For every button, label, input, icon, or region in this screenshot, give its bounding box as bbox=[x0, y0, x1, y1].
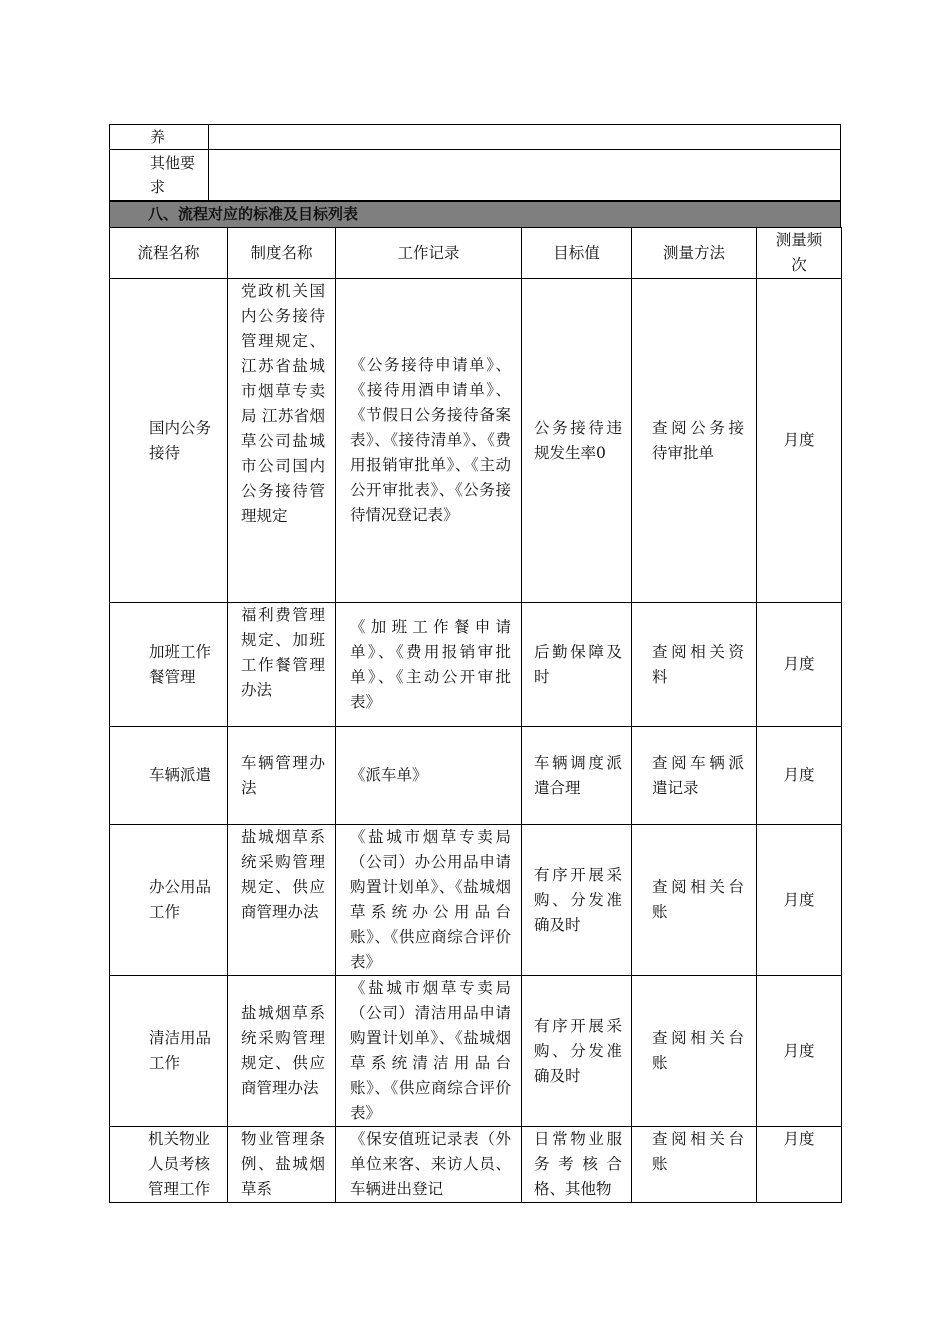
cell-method: 查阅车辆派遣记录 bbox=[632, 727, 757, 825]
table-row bbox=[110, 1127, 842, 1203]
table-row bbox=[110, 125, 841, 150]
header-process: 流程名称 bbox=[110, 228, 228, 279]
cell-target: 有序开展采购、分发准确及时 bbox=[522, 976, 632, 1127]
cell-method: 查阅相关台账 bbox=[632, 825, 757, 976]
cell-process: 车辆派遣 bbox=[110, 727, 228, 825]
cell-method: 查阅公务接待审批单 bbox=[632, 279, 757, 603]
cell-method: 查阅相关台账 bbox=[632, 1127, 757, 1203]
cell-target: 日常物业服务考核合格、其他物 bbox=[522, 1127, 632, 1203]
cell-records: 《公务接待申请单》、《接待用酒申请单》、《节假日公务接待备案表》、《接待清单》、《费用报销审批单》、《主动公开审批表》、《公务接待情况登记表》 bbox=[336, 279, 522, 603]
cell-frequency: 月度 bbox=[757, 603, 842, 727]
table-row bbox=[110, 603, 842, 727]
cell-process: 加班工作餐管理 bbox=[110, 603, 228, 727]
cell-system: 车辆管理办法 bbox=[228, 727, 336, 825]
table-row bbox=[110, 976, 842, 1127]
cell-frequency: 月度 bbox=[757, 825, 842, 976]
cell-frequency: 月度 bbox=[757, 727, 842, 825]
row-value bbox=[209, 125, 841, 150]
section-header bbox=[109, 201, 841, 228]
header-records: 工作记录 bbox=[336, 228, 522, 279]
cell-frequency: 月度 bbox=[757, 1127, 842, 1203]
cell-target: 有序开展采购、分发准确及时 bbox=[522, 825, 632, 976]
section-title: 八、流程对应的标准及目标列表 bbox=[148, 205, 359, 223]
cell-system: 物业管理条例、盐城烟草系 bbox=[228, 1127, 336, 1203]
row-value bbox=[209, 150, 841, 201]
cell-system: 福利费管理规定、加班工作餐管理办法 bbox=[228, 603, 336, 727]
table-row bbox=[110, 279, 842, 603]
header-frequency: 测量频次 bbox=[757, 228, 842, 279]
requirements-table bbox=[109, 124, 841, 201]
cell-frequency: 月度 bbox=[757, 279, 842, 603]
standards-table bbox=[109, 227, 842, 1203]
table-row bbox=[110, 727, 842, 825]
cell-records: 《盐城市烟草专卖局（公司）办公用品申请购置计划单》、《盐城烟草系统办公用品台账》、《供应商综合评价表》 bbox=[336, 825, 522, 976]
header-target: 目标值 bbox=[522, 228, 632, 279]
header-system: 制度名称 bbox=[228, 228, 336, 279]
cell-system: 盐城烟草系统采购管理规定、供应商管理办法 bbox=[228, 825, 336, 976]
table-row bbox=[110, 150, 841, 201]
cell-process: 国内公务接待 bbox=[110, 279, 228, 603]
cell-records: 《派车单》 bbox=[336, 727, 522, 825]
cell-target: 公务接待违规发生率0 bbox=[522, 279, 632, 603]
row-label: 其他要求 bbox=[110, 150, 209, 201]
cell-method: 查阅相关资料 bbox=[632, 603, 757, 727]
table-header-row bbox=[110, 228, 842, 279]
cell-records: 《保安值班记录表（外单位来客、来访人员、车辆进出登记 bbox=[336, 1127, 522, 1203]
cell-process: 办公用品工作 bbox=[110, 825, 228, 976]
header-method: 测量方法 bbox=[632, 228, 757, 279]
table-row bbox=[110, 825, 842, 976]
cell-records: 《加班工作餐申请单》、《费用报销审批单》、《主动公开审批表》 bbox=[336, 603, 522, 727]
cell-records: 《盐城市烟草专卖局（公司）清洁用品申请购置计划单》、《盐城烟草系统清洁用品台账》、《供应商综合评价表》 bbox=[336, 976, 522, 1127]
row-label: 养 bbox=[110, 125, 209, 150]
cell-system: 盐城烟草系统采购管理规定、供应商管理办法 bbox=[228, 976, 336, 1127]
cell-system: 党政机关国内公务接待管理规定、江苏省盐城市烟草专卖局 江苏省烟草公司盐城市公司国内公务接待管理规定 bbox=[228, 279, 336, 603]
cell-method: 查阅相关台账 bbox=[632, 976, 757, 1127]
cell-process: 清洁用品工作 bbox=[110, 976, 228, 1127]
cell-target: 后勤保障及时 bbox=[522, 603, 632, 727]
cell-frequency: 月度 bbox=[757, 976, 842, 1127]
cell-process: 机关物业人员考核管理工作 bbox=[110, 1127, 228, 1203]
cell-target: 车辆调度派遣合理 bbox=[522, 727, 632, 825]
